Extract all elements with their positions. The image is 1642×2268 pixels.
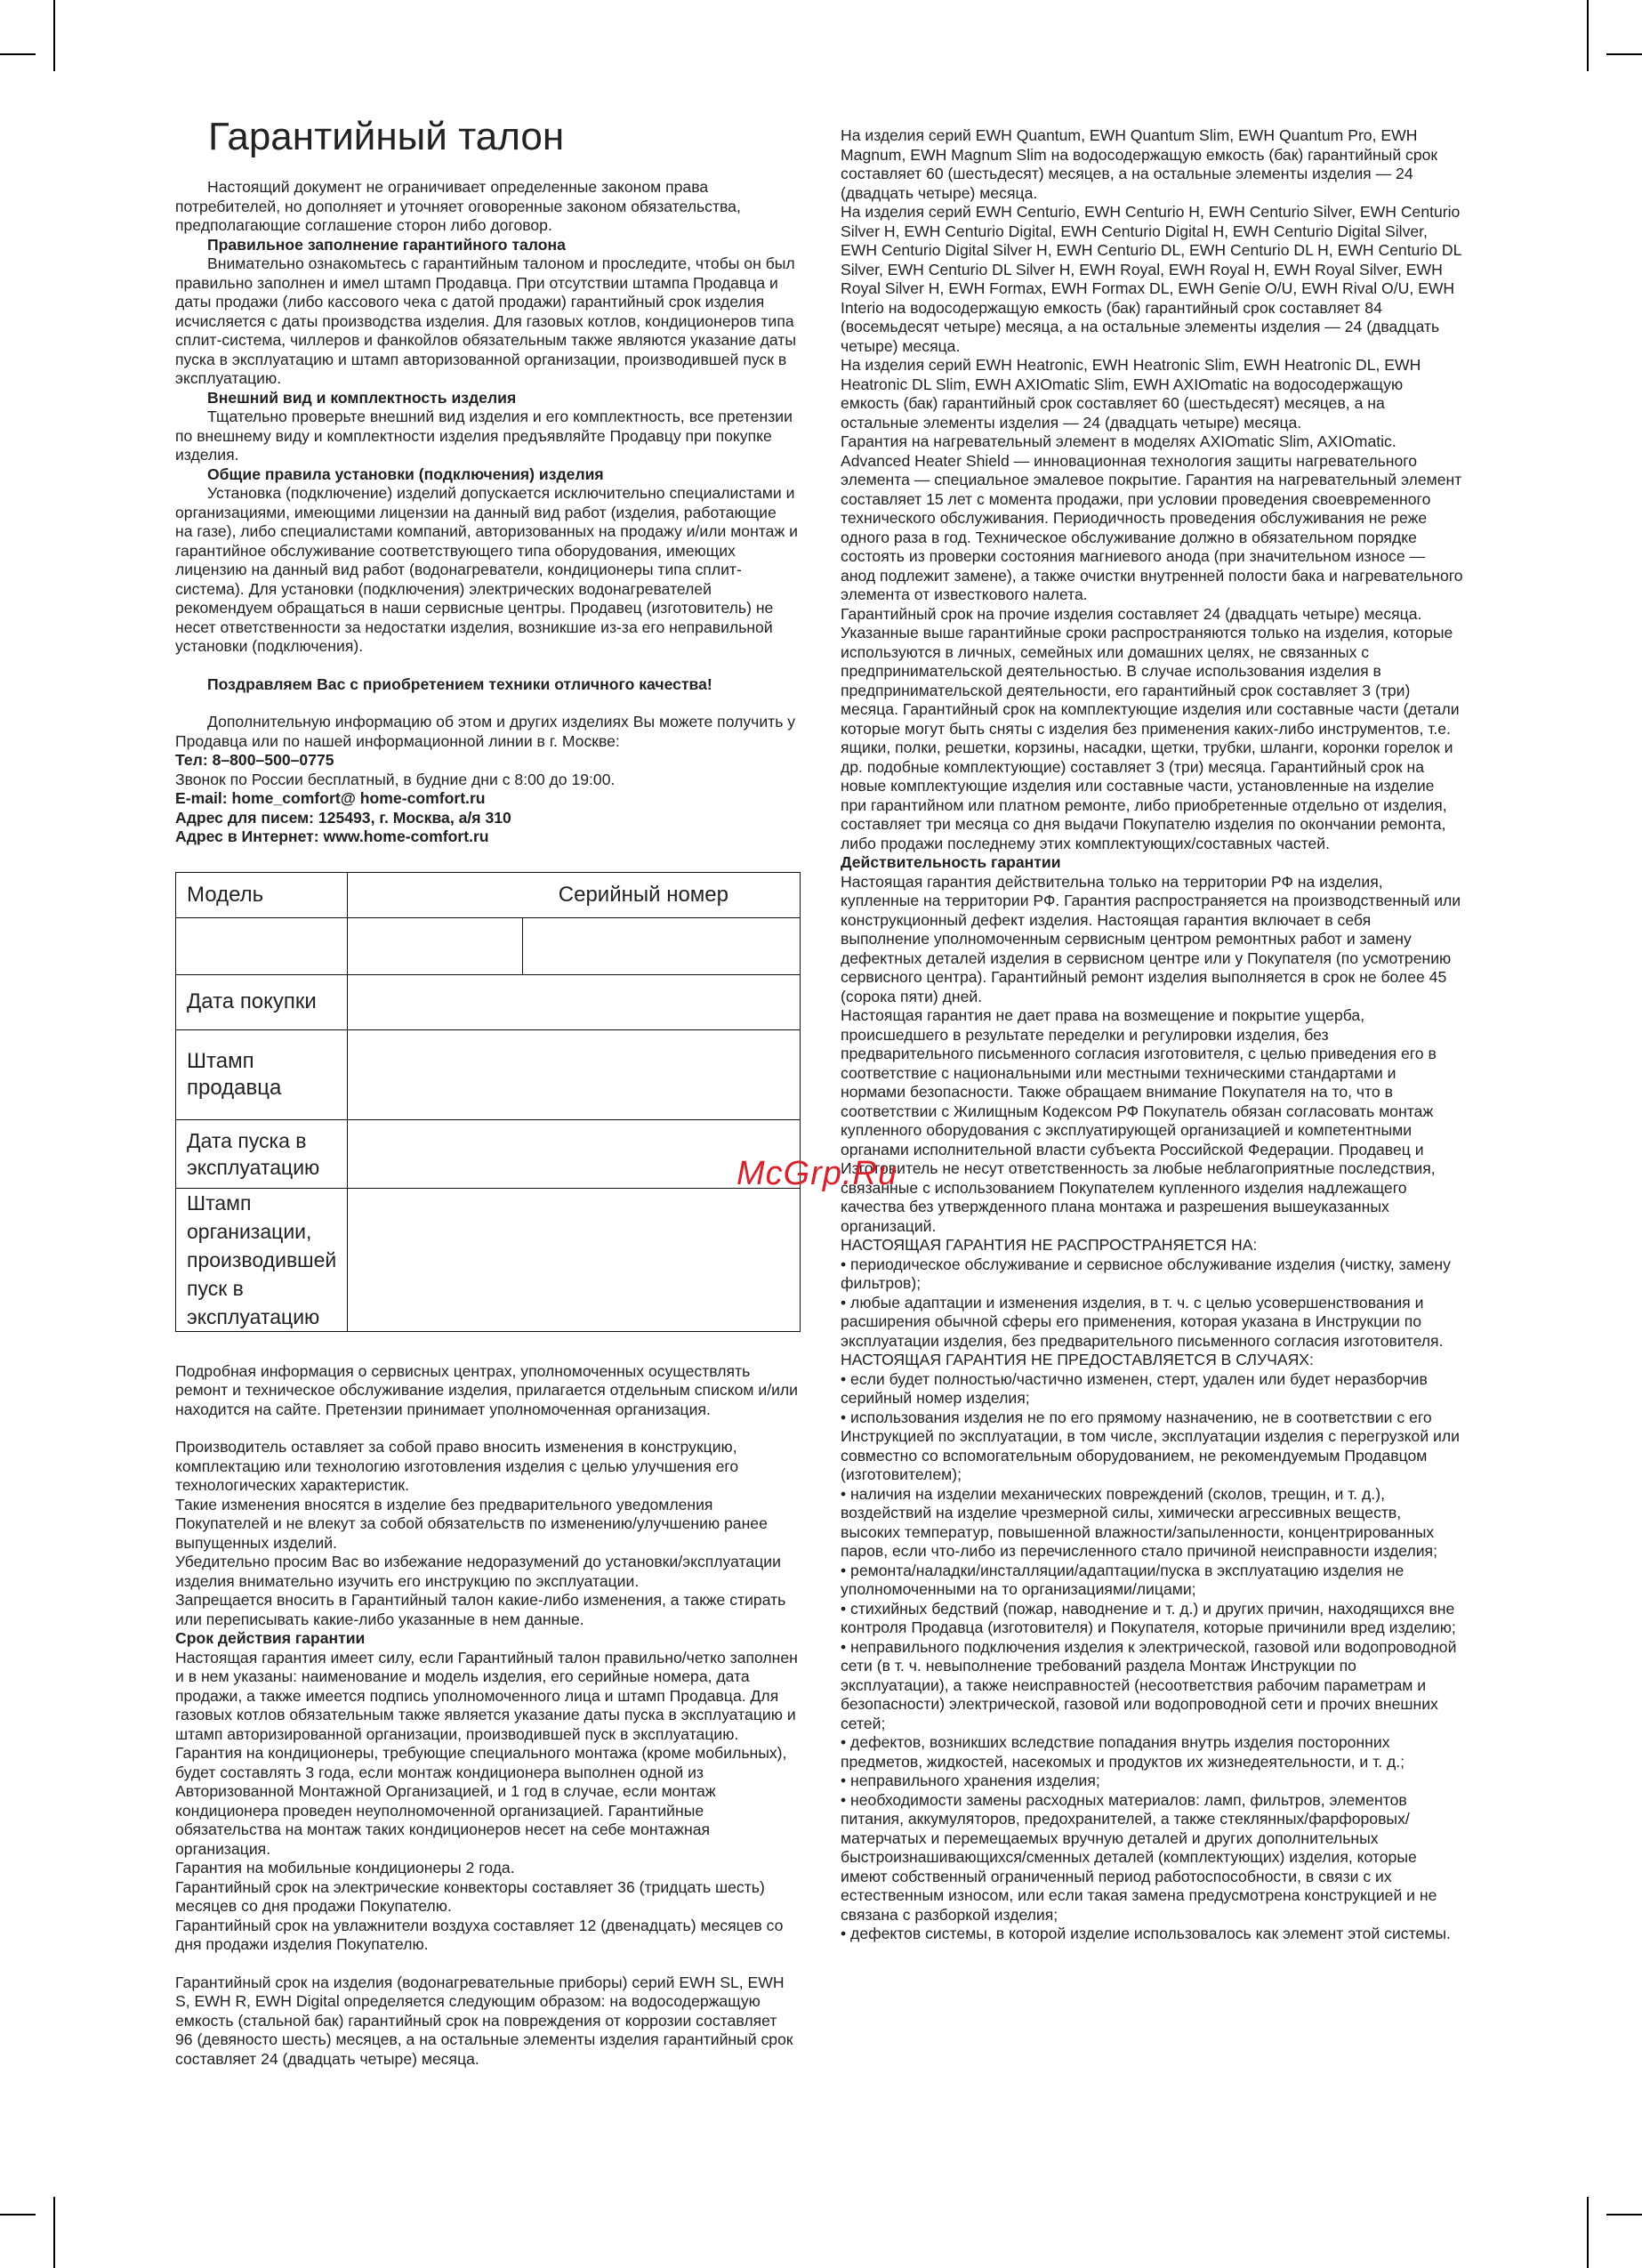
section-heading: Внешний вид и комплектность изделия — [207, 388, 517, 407]
org-stamp-field[interactable] — [348, 1188, 801, 1331]
paragraph: Тщательно проверьте внешний вид изделия и его комплектность, все претензии по внешнему виду и комплектности изделия предъявляйте Продавцу при покупке изделия. — [175, 408, 793, 464]
paragraph: Подробная информация о сервисных центрах, уполномоченных осуществлять ремонт и техническое обслуживание изделия, прилагается отдельным списком и/или находится на сайте. Претензии принимает уполномоченная организация. — [175, 1361, 799, 1418]
email-address: E-mail: home_comfort@ home-comfort.ru — [175, 789, 486, 807]
seller-stamp-field[interactable] — [348, 1029, 801, 1119]
paragraph: Настоящая гарантия не дает права на возмещение и покрытие ущерба, происшедшего в результате переделки и регулировки изделия, без предварительного письменного согласия изготовителя, с целью приведения его в соответствие с национальными или местными техническими стандартами и нормами безопасности. Также обращаем внимание Покупателя на то, что в соответствии с Жилищным Кодексом РФ Покупатель обязан согласовать монтаж купленного оборудования с эксплуатирующей организацией и компетентными органами исполнительной власти субъекта Российской Федерации. Продавец и Изготовитель не несут ответственность за любые неблагоприятные последствия, связанные с использованием Покупателем купленного изделия надлежащего качества без утвержденного плана монтажа и разрешения вышеуказанных организаций. — [841, 1006, 1437, 1235]
list-item: • неправильного подключения изделия к электрической, газовой или водопроводной сети (в т. ч. невыполнение требований раздела Монтаж Инструкции по эксплуатации), а также неисправностей (несоответствия рабочим параметрам и безопасности) электрической, газовой или водопроводной сети и прочих внешних сетей; — [841, 1637, 1457, 1732]
paragraph: Настоящая гарантия имеет силу, если Гарантийный талон правильно/четко заполнен и в нем указаны: наименование и модель изделия, его серийные номера, дата продажи, а также имеется подпись уполномоченного лица и штамп Продавца. Для газовых котлов обязательным также является указание даты пуска в эксплуатацию и штамп авторизированной организации, производившей пуск в эксплуатацию. — [175, 1648, 798, 1743]
paragraph: Гарантия на мобильные кондиционеры 2 года. — [175, 1859, 515, 1877]
list-item: • ремонта/наладки/инсталляции/адаптации/пуска в эксплуатацию изделия не уполномоченными на то организациями/лицами; — [841, 1561, 1405, 1598]
section-heading: НАСТОЯЩАЯ ГАРАНТИЯ НЕ РАСПРОСТРАНЯЕТСЯ НА: — [841, 1236, 1258, 1254]
paragraph: Такие изменения вносятся в изделие без предварительного уведомления Покупателей и не влекут за собой обязательств по изменению/улучшению ранее выпущенных изделий. — [175, 1495, 768, 1552]
intro-paragraph: Настоящий документ не ограничивает определенные законом права потребителей, но дополняет и уточняет оговоренные законом обязательства, предполагающие соглашение сторон либо договор. — [175, 178, 741, 234]
crop-mark — [0, 53, 36, 55]
paragraph: Установка (подключение) изделий допускается исключительно специалистами и организациями, имеющими лицензии на данный вид работ (изделия, работающие на газе), либо специалистами компаний, авторизованных на продажу и/или монтаж и гарантийное обслуживание соответствующего типа оборудования, имеющих лицензию на данный вид работ (водонагреватели, кондиционеры типа сплит-система). Для установки (подключения) электрических водонагревателей рекомендуем обращаться в наши сервисные центры. Продавец (изготовитель) не несет ответственности за недостатки изделия, возникшие из-за его неправильной установки (подключения). — [175, 484, 798, 655]
serial-label: Серийный номер — [348, 872, 801, 917]
list-item: • использования изделия не по его прямому назначению, не в соответствии с его Инструкцией по эксплуатации, в том числе, эксплуатации изделия с перегрузкой или совместно со вспомогательным оборудованием, не рекомендуемым Продавцом (изготовителем); — [841, 1408, 1460, 1483]
section-heading: НАСТОЯЩАЯ ГАРАНТИЯ НЕ ПРЕДОСТАВЛЯЕТСЯ В СЛУЧАЯХ: — [841, 1351, 1314, 1368]
crop-mark — [53, 2197, 55, 2268]
call-info: Звонок по России бесплатный, в будние дни с 8:00 до 19:00. — [175, 770, 616, 788]
page-title: Гарантийный талон — [208, 115, 565, 158]
purchase-date-label: Дата покупки — [176, 974, 348, 1029]
seller-stamp-label: Штамп продавца — [176, 1029, 348, 1119]
crop-mark — [1587, 0, 1589, 71]
list-item: • периодическое обслуживание и сервисное обслуживание изделия (чистку, замену фильтров); — [841, 1255, 1451, 1292]
list-item: • наличия на изделии механических повреждений (сколов, трещин, и т. д.), воздействий на изделие чрезмерной силы, химически агрессивных веществ, высоких температур, повышенной влажности/запыленности, концентрированных паров, если что-либо из перечисленного стало причиной неисправности изделия; — [841, 1484, 1437, 1560]
paragraph: Гарантийный срок на изделия (водонагревательные приборы) серий EWH SL, EWH S, EWH R, EWH Digital определяется следующим образом: на водосодержащую емкость (стальной бак) гарантийный срок на повреждения от коррозии составляет 96 (девяносто шесть) месяцев, а на остальные элементы изделия гарантийный срок составляет 24 (двадцать четыре) месяца. — [175, 1973, 793, 2068]
paragraph: Настоящая гарантия действительна только на территории РФ на изделия, купленные на территории РФ. Гарантия распространяется на производственный или конструкционный дефект изделия. Настоящая гарантия включает в себя выполнение уполномоченным сервисным центром ремонтных работ и замену дефектных деталей изделия в сервисном центре или у Покупателя (по усмотрению сервисного центра). Гарантийный ремонт изделия выполняется в срок не более 45 (сорока пяти) дней. — [841, 872, 1461, 1005]
section-heading: Срок действия гарантии — [175, 1629, 366, 1647]
info-paragraph: Дополнительную информацию об этом и других изделиях Вы можете получить у Продавца или по нашей информационной линии в г. Москве: — [175, 713, 796, 750]
paragraph: Производитель оставляет за собой право вносить изменения в конструкцию, комплектацию или технологию изготовления изделия с целью улучшения его технологических характеристик. — [175, 1438, 739, 1494]
list-item: • стихийных бедствий (пожар, наводнение и т. д.) и других причин, находящихся вне контроля Продавца (изготовителя) и Покупателя, которые причинили вред изделию; — [841, 1599, 1456, 1636]
paragraph: На изделия серий EWH Quantum, EWH Quantum Slim, EWH Quantum Pro, EWH Magnum, EWH Magnum Slim на водосодержащую емкость (бак) гарантийный срок составляет 60 (шестьдесят) месяцев, а на остальные элементы изделия — 24 (двадцать четыре) месяца. — [841, 126, 1438, 202]
list-item: • неправильного хранения изделия; — [841, 1772, 1100, 1789]
right-column — [841, 126, 1463, 1944]
warranty-form-table — [175, 872, 801, 1332]
congrats-text: Поздравляем Вас с приобретением техники отличного качества! — [207, 674, 712, 693]
paragraph: Запрещается вносить в Гарантийный талон какие-либо изменения, а также стирать или переписывать какие-либо указанные в нем данные. — [175, 1591, 786, 1628]
watermark: McGrp.Ru — [736, 1155, 898, 1192]
serial-field-2[interactable] — [523, 917, 801, 974]
crop-mark — [0, 2214, 36, 2216]
section-heading: Общие правила установки (подключения) изделия — [207, 464, 604, 483]
list-item: • дефектов, возникших вследствие попадания внутрь изделия посторонних предметов, жидкостей, насекомых и продуктов их жизнедеятельности, и т. д.; — [841, 1733, 1405, 1771]
paragraph: На изделия серий EWH Centurio, EWH Centurio H, EWH Centurio Silver, EWH Centurio Silver H, EWH Centurio Digital, EWH Centurio Digital H, EWH Centurio Digital Silver, EWH Centurio Digital Silver H, EWH Centurio DL, EWH Centurio DL H, EWH Centurio DL Silver, EWH Centurio DL Silver H, EWH Royal, EWH Royal H, EWH Royal Silver, EWH Royal Silver H, EWH Formax, EWH Formax DL, EWH Genie O/U, EWH Rival O/U, EWH Interio на водосодержащую емкость (бак) гарантийный срок составляет 84 (восемьдесят четыре) месяца, а на остальные элементы изделия — 24 (двадцать четыре) месяца. — [841, 203, 1461, 355]
paragraph: Убедительно просим Вас во избежание недоразумений до установки/эксплуатации изделия внимательно изучить его инструкцию по эксплуатации. — [175, 1553, 781, 1590]
model-field[interactable] — [176, 917, 348, 974]
paragraph: Гарантийный срок на увлажнители воздуха составляет 12 (двенадцать) месяцев со дня продажи изделия Покупателю. — [175, 1916, 784, 1953]
paragraph: На изделия серий EWH Heatronic, EWH Heatronic Slim, EWH Heatronic DL, EWH Heatronic DL Slim, EWH AXIOmatic Slim, EWH AXIOmatic на водосодержащую емкость (бак) гарантийный срок составляет 60 (шестьдесят) месяцев, а на остальные элементы изделия — 24 (двадцать четыре) месяца. — [841, 356, 1421, 432]
list-item: • любые адаптации и изменения изделия, в т. ч. с целью усовершенствования и расширения обычной сферы его применения, которая указана в Инструкции по эксплуатации изделия, без предварительного письменного согласия изготовителя. — [841, 1293, 1444, 1350]
list-item: • необходимости замены расходных материалов: ламп, фильтров, элементов питания, аккумуляторов, предохранителей, а также стеклянных/фарфоровых/матерчатых и перемещаемых вручную деталей и других дополнительных быстроизнашивающихся/сменных деталей (комплектующих) изделия, которые имеют собственный ограниченный период работоспособности, в связи с их естественным износом, или если такая замена предусмотрена конструкцией и не связана с разборкой изделия; — [841, 1790, 1437, 1924]
crop-mark — [1587, 2197, 1589, 2268]
paragraph: Внимательно ознакомьтесь с гарантийным талоном и проследите, чтобы он был правильно заполнен и имел штамп Продавца. При отсутствии штампа Продавца и даты продажи (либо кассового чека с датой продажи) гарантийный срок изделия исчисляется с даты производства изделия. Для газовых котлов, кондиционеров типа сплит-система, чиллеров и фанкойлов обязательным также являются указание даты пуска в эксплуатацию и штамп авторизованной организации, производившей пуск в эксплуатацию. — [175, 254, 796, 387]
left-column — [175, 115, 799, 2069]
crop-mark — [1606, 53, 1642, 55]
section-heading: Действительность гарантии — [841, 853, 1061, 871]
purchase-date-field[interactable] — [348, 974, 801, 1029]
section-heading: Правильное заполнение гарантийного талона — [207, 235, 566, 254]
web-address: Адрес в Интернет: www.home-comfort.ru — [175, 827, 489, 845]
list-item: • дефектов системы, в которой изделие использовалось как элемент этой системы. — [841, 1925, 1451, 1942]
start-date-field[interactable] — [348, 1119, 801, 1188]
paragraph: Гарантийный срок на прочие изделия составляет 24 (двадцать четыре) месяца. Указанные выше гарантийные сроки распространяются только на изделия, которые используются в личных, семейных или домашних целях, не связанных с предпринимательской деятельностью. В случае использования изделия в предпринимательской деятельности, его гарантийный срок составляет 3 (три) месяца. Гарантийный срок на комплектующие изделия или составные части (детали которые могут быть сняты с изделия без применения каких-либо инструментов, т.е. ящики, полки, решетки, корзины, насадки, щетки, трубки, шланги, коронки горелок и др. подобные комплектующие) составляет 3 (три) месяца. Гарантийный срок на новые комплектующие изделия или составные части, установленные на изделие при гарантийном или платном ремонте, либо приобретенные отдельно от изделия, составляет три месяца со дня выдачи Покупателю изделия по окончании ремонта, либо продажи последнему этих комплектующих/составных частей. — [841, 604, 1460, 852]
crop-mark — [53, 0, 55, 71]
crop-mark — [1606, 2214, 1642, 2216]
start-date-label: Дата пуска в эксплуатацию — [176, 1119, 348, 1188]
list-item: • если будет полностью/частично изменен, стерт, удален или будет неразборчив серийный номер изделия; — [841, 1369, 1428, 1407]
model-label: Модель — [176, 872, 348, 917]
serial-field-1[interactable] — [348, 917, 523, 974]
phone-number: Тел: 8–800–500–0775 — [175, 751, 334, 769]
org-stamp-label: Штамп организации, производившей пуск в эксплуатацию — [176, 1188, 348, 1331]
postal-address: Адрес для писем: 125493, г. Москва, а/я 310 — [175, 808, 511, 827]
paragraph: Гарантия на нагревательный элемент в моделях AXIOmatic Slim, AXIOmatic. Advanced Heater Shield — инновационная технология защиты нагревательного элемента — специальное эмалевое покрытие. Гарантия на нагревательный элемент составляет 15 лет с момента продажи, при условии проведения своевременного технического обслуживания. Периодичность проведения обслуживания не реже одного раза в год. Техническое обслуживание должно в обязательном порядке состоять из проверки состояния магниевого анода (при значительном износе — анод подлежит замене), а также очистки внутренней полости бака и нагревательного элемента от известкового налета. — [841, 432, 1463, 603]
paragraph: Гарантия на кондиционеры, требующие специального монтажа (кроме мобильных), будет составлять 3 года, если монтаж кондиционера выполнен одной из Авторизованной Монтажной Организацией, и 1 год в случае, если монтаж кондиционера проведен неуполномоченной организацией. Гарантийные обязательства на монтаж таких кондиционеров несет на себе монтажная организация. — [175, 1744, 787, 1858]
paragraph: Гарантийный срок на электрические конвекторы составляет 36 (тридцать шесть) месяцев со дня продажи Покупателю. — [175, 1877, 765, 1915]
